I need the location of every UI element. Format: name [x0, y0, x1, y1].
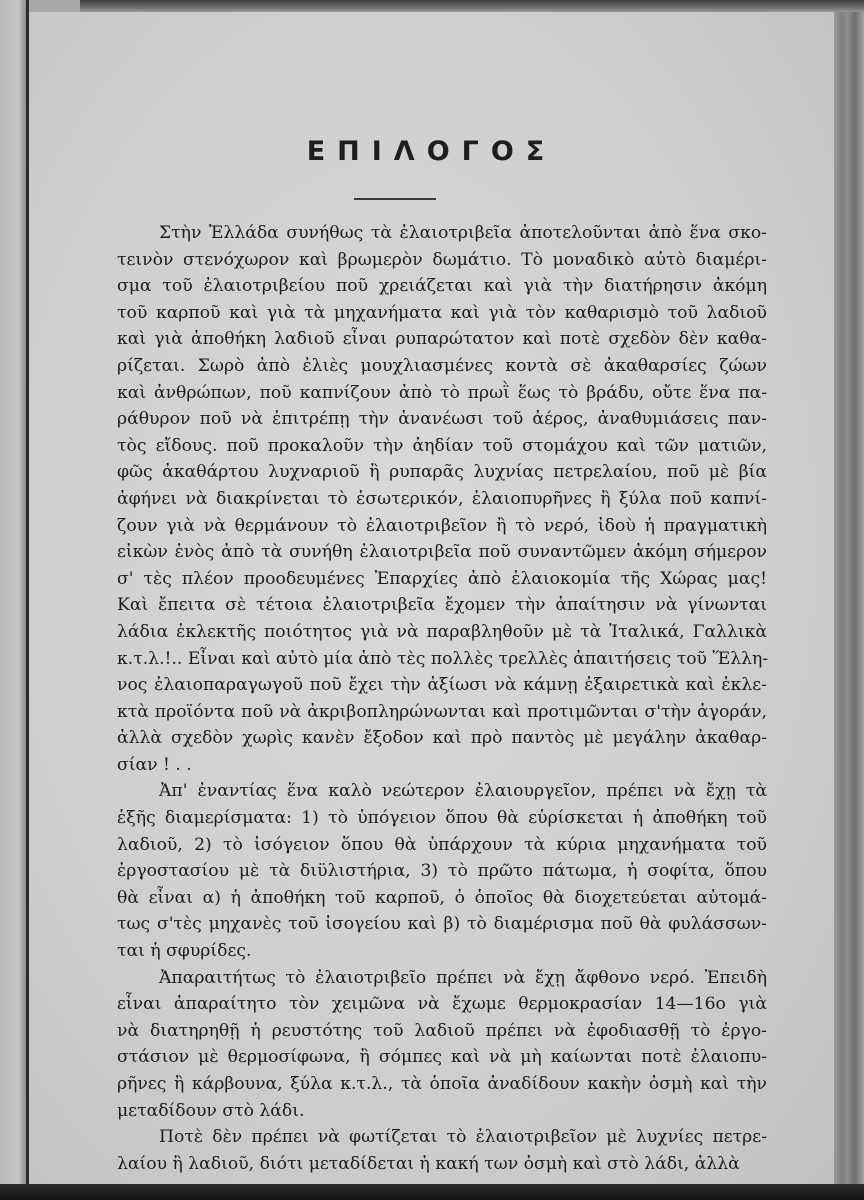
text-line: στάσιον μὲ θερμοσίφωνα, ἢ σόμπες καὶ νὰ μὴ καίωνται ποτὲ ἐλαιοπυ- — [117, 1047, 767, 1068]
text-line: νὰ διατηρηθῇ ἡ ρευστότης τοῦ λαδιοῦ πρέπει νὰ ἐφοδιασθῇ τὸ ἐργο- — [117, 1020, 767, 1041]
text-line: Ποτὲ δὲν πρέπει νὰ φωτίζεται τὸ ἐλαιοτριβεῖον μὲ λυχνίες πετρε- — [159, 1127, 767, 1148]
text-line: λαδιοῦ, 2) τὸ ἰσόγειον ὅπου θὰ ὑπάρχουν τὰ κύρια μηχανήματα τοῦ — [117, 834, 767, 855]
text-line: ἀλλὰ σχεδὸν χωρὶς κανὲν ἔξοδον καὶ πρὸ παντὸς μὲ μεγάλην ἀκαθαρ- — [117, 728, 767, 749]
text-line: εἶναι ἀπαραίτητο τὸν χειμῶνα νὰ ἔχωμε θερμοκρασίαν 14—16ο γιὰ — [117, 994, 767, 1015]
paragraph — [117, 1124, 767, 1177]
text-line: καὶ ἀνθρώπων, ποῦ καπνίζουν ἀπὸ τὸ πρωῒ ἕως τὸ βράδυ, οὔτε ἕνα πα- — [117, 382, 767, 403]
text-line: κ.τ.λ.!.. Εἶναι καὶ αὐτὸ μία ἀπὸ τὲς πολλὲς τρελλὲς ἀπαιτήσεις τοῦ Ἕλλη- — [117, 648, 769, 669]
paragraph — [117, 965, 767, 1125]
text-line: εἰκὼν ἑνὸς ἀπὸ τὰ συνήθη ἐλαιοτριβεῖα ποῦ συναντῶμεν ἀκόμη σήμερον — [117, 542, 767, 563]
body-text — [117, 220, 767, 1177]
text-line: φῶς ἀκαθάρτου λυχναριοῦ ἢ ρυπαρᾶς λυχνίας πετρελαίου, ποῦ μὲ βία — [117, 462, 767, 483]
chapter-title: ΕΠΙΛΟΓΟΣ — [306, 136, 557, 167]
text-line: θὰ εἶναι α) ἡ ἀποθήκη τοῦ καρποῦ, ὁ ὁποῖος θὰ διοχετεύεται αὐτομά- — [117, 887, 767, 908]
page-top-edge — [80, 0, 864, 12]
text-line: σ' τὲς πλέον προοδευμένες Ἐπαρχίες ἀπὸ ἐλαιοκομία τῆς Χώρας μας! — [117, 568, 767, 589]
page-stack-edge — [834, 12, 864, 1184]
text-line: ρίζεται. Σωρὸ ἀπὸ ἐλιὲς μουχλιασμένες κοντὰ σὲ ἀκαθαρσίες ζώων — [117, 355, 767, 376]
text-line: σμα τοῦ ἐλαιοτριβείου ποῦ χρειάζεται καὶ γιὰ τὴν διατήρησιν ἀκόμη — [117, 276, 767, 297]
text-line: τως σ'τὲς μηχανὲς τοῦ ἰσογείου καὶ β) τὸ διαμέρισμα ποῦ θὰ φυλάσσων- — [117, 914, 767, 935]
text-line: ἐργοστασίου μὲ τὰ διϋλιστήρια, 3) τὸ πρῶτο πάτωμα, ἡ σοφίτα, ὅπου — [117, 861, 767, 882]
text-line: λάδια ἐκλεκτῆς ποιότητος γιὰ νὰ παραβληθοῦν μὲ τὰ Ἰταλικά, Γαλλικὰ — [117, 621, 767, 642]
text-line: ζουν γιὰ νὰ θερμάνουν τὸ ἐλαιοτριβεῖον ἢ τὸ νερό, ἰδοὺ ἡ πραγματικὴ — [117, 515, 767, 536]
paragraph — [117, 220, 767, 778]
text-line: λαίου ἢ λαδιοῦ, διότι μεταδίδεται ἡ κακή των ὀσμὴ καὶ στὸ λάδι, ἀλλὰ — [117, 1153, 740, 1174]
text-line: ἑξῆς διαμερίσματα: 1) τὸ ὑπόγειον ὅπου θὰ εὑρίσκεται ἡ ἀποθήκη τοῦ — [117, 808, 767, 829]
text-line: καὶ γιὰ ἀποθήκη λαδιοῦ εἶναι ρυπαρώτατον καὶ ποτὲ σχεδὸν δὲν καθα- — [117, 329, 767, 350]
text-line: κτὰ προϊόντα ποῦ νὰ ἀκριβοπληρώνωνται καὶ προτιμῶνται σ'τὴν ἀγοράν, — [117, 701, 767, 722]
book-page — [29, 12, 834, 1184]
text-line: ρῆνες ἢ κάρβουνα, ξύλα κ.τ.λ., τὰ ὁποῖα ἀναδίδουν κακὴν ὀσμὴ καὶ τὴν — [117, 1074, 767, 1094]
text-line: τεινὸν στενόχωρον καὶ βρωμερὸν δωμάτιο. Τὸ μοναδικὸ αὐτὸ διαμέρι- — [117, 249, 767, 270]
text-line: μεταδίδουν στὸ λάδι. — [117, 1100, 305, 1121]
text-line: Ἀπαραιτήτως τὸ ἐλαιοτριβεῖο πρέπει νὰ ἔχῃ ἄφθονο νερό. Ἐπειδὴ — [159, 967, 767, 988]
text-line: ἀφήνει νὰ διακρίνεται τὸ ἐσωτερικόν, ἐλαιοπυρῆνες ἢ ξύλα ποῦ καπνί- — [117, 488, 767, 509]
text-line: τὸς εἴδους. ποῦ προκαλοῦν τὴν ἀηδίαν τοῦ στομάχου καὶ τῶν ματιῶν, — [117, 435, 767, 456]
text-line: ται ἡ σφυρίδες. — [117, 941, 252, 962]
scan-bottom-edge — [0, 1184, 864, 1200]
text-line: ράθυρον ποῦ νὰ ἐπιτρέπῃ τὴν ἀνανέωσι τοῦ ἀέρος, ἀναθυμιάσεις παν- — [117, 409, 767, 430]
facing-page-edge — [0, 0, 26, 1200]
text-line: Στὴν Ἑλλάδα συνήθως τὰ ἐλαιοτριβεῖα ἀποτελοῦνται ἀπὸ ἕνα σκο- — [159, 223, 767, 243]
text-line: Καὶ ἔπειτα σὲ τέτοια ἐλαιοτριβεῖα ἔχομεν τὴν ἀπαίτησιν νὰ γίνωνται — [117, 595, 767, 616]
text-line: τοῦ καρποῦ καὶ γιὰ τὰ μηχανήματα καὶ γιὰ τὸν καθαρισμὸ τοῦ λαδιοῦ — [117, 302, 767, 323]
text-line: σίαν ! . . — [117, 754, 192, 775]
title-divider — [354, 198, 436, 200]
text-line: νος ἐλαιοπαραγωγοῦ ποῦ ἔχει τὴν ἀξίωσι νὰ κάμνῃ ἐξαιρετικὰ καὶ ἐκλε- — [117, 675, 767, 696]
paragraph — [117, 778, 767, 964]
text-line: Ἀπ' ἐναντίας ἕνα καλὸ νεώτερον ἐλαιουργεῖον, πρέπει νὰ ἔχῃ τὰ — [159, 781, 767, 802]
